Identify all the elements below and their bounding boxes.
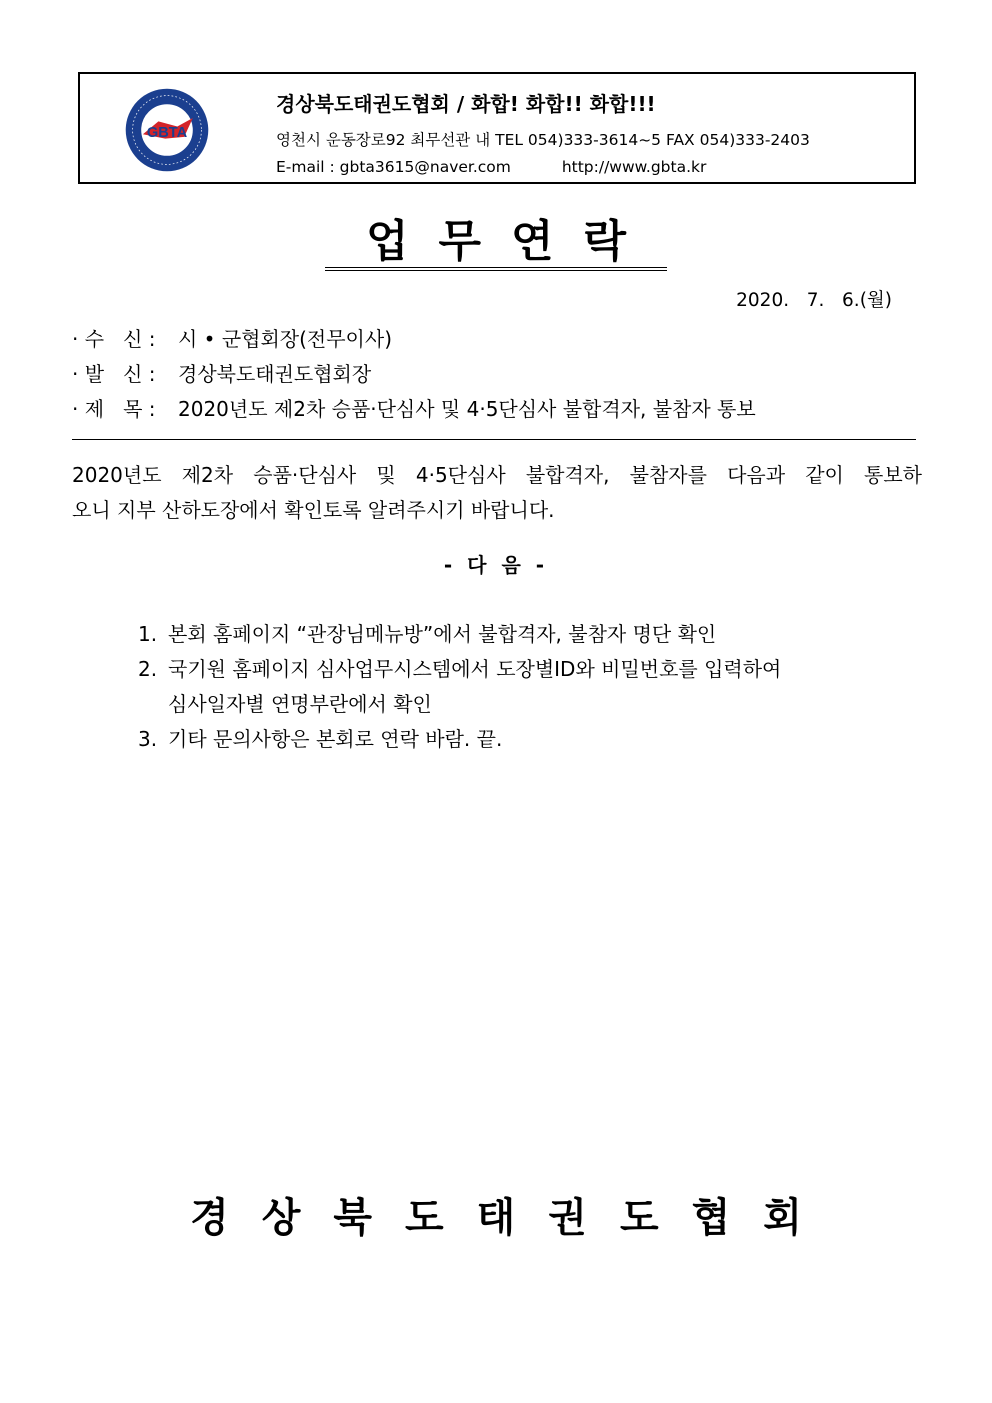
list-item-text: 기타 문의사항은 본회로 연락 바람. 끝. — [168, 727, 503, 751]
contact-line — [276, 158, 706, 176]
body-line-2: 오니 지부 산하도장에서 확인토록 알려주시기 바랍니다. — [72, 498, 555, 522]
title-double-underline — [325, 267, 667, 271]
recipient-row — [72, 322, 756, 357]
list-item-continuation: 심사일자별 연명부란에서 확인 — [168, 692, 432, 716]
document-title: 업무연락 — [365, 216, 656, 267]
sender-row — [72, 357, 756, 392]
svg-text:GBTA: GBTA — [146, 124, 188, 141]
subject-value: 2020년도 제2차 승품·단심사 및 4·5단심사 불합격자, 불참자 통보 — [178, 397, 756, 421]
list-item-number: 3. — [138, 727, 158, 751]
email-text: E-mail : gbta3615@naver.com — [276, 158, 511, 176]
letterhead-box — [78, 72, 916, 184]
list-item — [138, 722, 781, 757]
recipient-label: · 수 신 : — [72, 327, 156, 351]
recipient-value: 시 • 군협회장(전무이사) — [178, 327, 392, 351]
address-line: 영천시 운동장로92 최무선관 내 TEL 054)333-3614~5 FAX 054)333-2403 — [276, 131, 810, 149]
subject-label: · 제 목 : — [72, 397, 156, 421]
list-item — [138, 617, 781, 652]
org-slogan-line: 경상북도태권도협회 / 화합! 화합!! 화합!!! — [276, 92, 656, 116]
subject-row — [72, 392, 756, 427]
document-date: 2020. 7. 6.(월) — [736, 290, 892, 311]
list-item-text: 본회 홈페이지 “관장님메뉴방”에서 불합격자, 불참자 명단 확인 — [168, 622, 717, 646]
gbta-logo — [124, 87, 210, 173]
body-paragraph — [72, 458, 922, 528]
list-item-number: 1. — [138, 622, 158, 646]
list-item-text: 국기원 홈페이지 심사업무시스템에서 도장별ID와 비밀번호를 입력하여 — [168, 657, 782, 681]
sender-value: 경상북도태권도협회장 — [178, 362, 372, 386]
divider — [72, 439, 916, 440]
following-heading: - 다 음 - — [443, 553, 549, 577]
routing-info — [72, 322, 756, 427]
list-item — [138, 652, 781, 722]
list-item-number: 2. — [138, 657, 158, 681]
sender-label: · 발 신 : — [72, 362, 156, 386]
website-link[interactable]: http://www.gbta.kr — [561, 158, 707, 176]
issuer-signature: 경상북도태권도협회 — [190, 1195, 835, 1241]
notice-list — [138, 617, 781, 757]
body-line-1: 2020년도 제2차 승품·단심사 및 4·5단심사 불합격자, 불참자를 다음과 같이 통보하 — [72, 463, 922, 487]
